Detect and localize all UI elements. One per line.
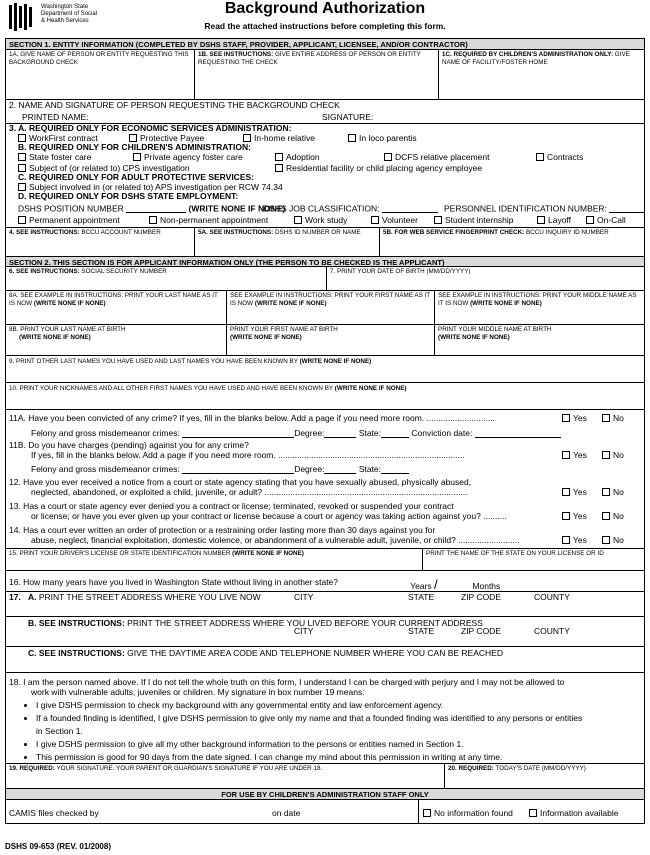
cb-adoption[interactable]: Adoption [275,152,320,162]
field-17a[interactable]: 17. A. PRINT THE STREET ADDRESS WHERE YOU LIVE NOW CITY STATE ZIP CODE COUNTY [6,592,644,617]
q13-no[interactable]: No [602,511,624,521]
cb-state-foster-care[interactable]: State foster care [18,152,91,162]
background-authorization-form [5,38,645,824]
q11a-no[interactable]: No [602,413,624,423]
cb-contracts[interactable]: Contracts [536,152,583,162]
page-subtitle: Read the attached instructions before completing this form. [204,21,446,31]
q12-no[interactable]: No [602,487,624,497]
q12-yes[interactable]: Yes [562,487,587,497]
field-1c[interactable]: 1C. REQUIRED BY CHILDREN'S ADMINISTRATION ONLY: GIVE NAME OF FACILITY/FOSTER HOME [438,50,644,99]
cb-protective-payee[interactable]: Protective Payee [129,133,204,143]
field-8a-last[interactable]: 8A. SEE EXAMPLE IN INSTRUCTIONS: PRINT YOUR LAST NAME AS IT IS NOW (WRITE NONE IF NONE) [9,292,218,307]
personnel-id-number[interactable]: PERSONNEL IDENTIFICATION NUMBER: [444,204,644,213]
row-8b [6,325,644,356]
cb-non-permanent[interactable]: Non-permanent appointment [149,215,268,225]
cb-permanent[interactable]: Permanent appointment [18,215,120,225]
cb-on-call[interactable]: On-Call [586,215,626,225]
q11b-yes[interactable]: Yes [562,450,587,460]
field-1b[interactable]: 1B. SEE INSTRUCTIONS: GIVE ENTIRE ADDRESS OF PERSON OR ENTITY REQUESTING THE CHECK [194,50,438,99]
admin-row [6,800,644,824]
cb-no-info-found[interactable]: No information found [418,800,513,824]
printed-name-field[interactable]: PRINTED NAME: [22,112,89,122]
field-9[interactable]: 9. PRINT OTHER LAST NAMES YOU HAVE USED AND LAST NAMES YOU HAVE BEEN KNOWN BY (WRITE NONE IF NONE) [6,356,644,383]
field-6-ssn[interactable]: 6. SEE INSTRUCTIONS: SOCIAL SECURITY NUMBER [9,268,167,275]
field-17c-phone[interactable]: C. SEE INSTRUCTIONS: GIVE THE DAYTIME AREA CODE AND TELEPHONE NUMBER WHERE YOU CAN BE REACHED [6,647,644,673]
field-19-signature[interactable]: 19. REQUIRED: YOUR SIGNATURE. YOUR PARENT OR GUARDIAN'S SIGNATURE IF YOU ARE UNDER 18. [9,765,323,772]
cb-info-available[interactable]: Information available [529,808,618,818]
row-3: 3. A. REQUIRED ONLY FOR ECONOMIC SERVICES ADMINISTRATION: WorkFirst contract Protective Payee In-home relative In loco parentis B. REQUIRED ONLY FOR CHILDREN'S ADMINISTRATION: State foster care Private agency foster care Adoption DCFS relative placement Contracts Subject of (or related to) CPS investigation Residential facility or child placing agency employee C. REQUIRED ONLY FOR ADULT PROTECTIVE SERVICES: Subject involved in (or related to) APS investigation per RCW 74.34 D. REQUIRED ONLY FOR DSHS STATE EMPLOYMENT: DSHS POSITION NUMBER (WRITE NONE IF NONE) DSHS JOB CLASSIFICATION: PERSONNEL IDENTIFICATION NUMBER: Permanent appointment Non-permanent appointment Work study Volunteer Student internship Layoff On-Call [6,124,644,228]
field-5a[interactable]: 5A. SEE INSTRUCTIONS: DSHS ID NUMBER OR NAME [194,228,379,256]
q11a-crimes-line[interactable]: Felony and gross misdemeanor crimes: Degree: State: Conviction date: [31,428,561,438]
row-4-5 [6,228,644,257]
years-field[interactable]: Years / Months [378,577,500,592]
cb-residential-facility[interactable]: Residential facility or child placing agency employee [275,163,482,173]
row-19-20 [6,764,644,789]
field-15-license-state[interactable]: PRINT THE NAME OF THE STATE ON YOUR LICENSE OR ID [422,549,644,570]
field-8b-first[interactable]: PRINT YOUR FIRST NAME AT BIRTH (WRITE NONE IF NONE) [226,325,434,355]
q13-yes[interactable]: Yes [562,511,587,521]
field-7-dob[interactable]: 7. PRINT YOUR DATE OF BIRTH (MM/DD/YYYY) [326,267,644,290]
section1-header: SECTION 1. ENTITY INFORMATION (COMPLETED BY DSHS STAFF, PROVIDER, APPLICANT, LICENSEE, AND/OR CONTRACTOR) [6,39,644,50]
cb-dcfs-relative[interactable]: DCFS relative placement [384,152,489,162]
field-10[interactable]: 10. PRINT YOUR NICKNAMES AND ALL OTHER FIRST NAMES YOU HAVE USED AND HAVE BEEN KNOWN BY (WRITE NONE IF NONE) [6,383,644,410]
cb-workfirst[interactable]: WorkFirst contract [18,133,98,143]
admin-header: FOR USE BY CHILDREN'S ADMINISTRATION STAFF ONLY [6,789,644,800]
field-8a-middle[interactable]: SEE EXAMPLE IN INSTRUCTIONS: PRINT YOUR MIDDLE NAME AS IT IS NOW (WRITE NONE IF NONE) [434,291,644,324]
q11a-yes[interactable]: Yes [562,413,587,423]
row-8a [6,291,644,325]
cb-aps-investigation[interactable]: Subject involved in (or related to) APS investigation per RCW 74.34 [18,182,283,192]
q14-yes[interactable]: Yes [562,535,587,545]
section2-header: SECTION 2. THIS SECTION IS FOR APPLICANT INFORMATION ONLY (THE PERSON TO BE CHECKED IS THE APPLICANT) [6,257,644,267]
q11b-no[interactable]: No [602,450,624,460]
row-16: 16. How many years have you lived in Washington State without living in another state? Years / Months [6,571,644,592]
camis-checked-by[interactable]: CAMIS files checked by [9,808,99,818]
row-15 [6,549,644,571]
field-8b-middle[interactable]: PRINT YOUR MIDDLE NAME AT BIRTH (WRITE NONE IF NONE) [434,325,644,355]
row-1 [6,50,644,100]
questions-11-14: 11A. Have you been convicted of any crime? If yes, fill in the blanks below. Add a page if you need more room. ............................. Yes No Felony and gross misdemeanor crimes: Degree: State: Conviction date: 11B. Do you have charges (pending) against you for any crime? If yes, fill in the blanks below. Add a page if you need more room. ............................................................................... Yes No Felony and gross misdemeanor crimes: Degree: State: 12. Have you ever received a notice from a court or state agency stating that you have sexually abused, physically abused, neglected, abandoned, or exploited a child, juvenile, or adult? ...................................................................................... Yes No 13. Has a court or state agency ever denied you a contract or license; terminated, revoked or suspended your contract or license; or have you ever given up your contract or license because a court or agency was taking action against you? .......... Yes No 14. Has a court ever written an order of protection or a restraining order lasting more than 30 days against you for abuse, neglect, financial exploitation, domestic violence, or abandonment of a vulnerable adult, juvenile, or child? .......................... Yes No [6,410,644,549]
signature-field[interactable]: SIGNATURE: [322,112,374,122]
cb-in-loco-parentis[interactable]: In loco parentis [348,133,417,143]
row-6-7 [6,267,644,291]
field-17b[interactable]: B. SEE INSTRUCTIONS: PRINT THE STREET ADDRESS WHERE YOU LIVED BEFORE YOUR CURRENT ADDRESS CITY STATE ZIP CODE COUNTY [6,617,644,647]
page-title: Background Authorization [224,0,426,17]
field-15-license[interactable]: 15. PRINT YOUR DRIVER'S LICENSE OR STATE IDENTIFICATION NUMBER (WRITE NONE IF NONE) [9,550,304,557]
field-4[interactable]: 4. SEE INSTRUCTIONS: BCCU ACCOUNT NUMBER [9,229,161,236]
form-number: DSHS 09-653 (REV. 01/2008) [5,842,111,851]
q14-no[interactable]: No [602,535,624,545]
cb-private-foster-care[interactable]: Private agency foster care [133,152,243,162]
row-2: 2. NAME AND SIGNATURE OF PERSON REQUESTING THE BACKGROUND CHECK PRINTED NAME: SIGNATURE: [6,100,644,124]
permission-list: • I give DSHS permission to check my background with any governmental entity and law enforcement agency. • If a founded finding is identified, I give DSHS permission to give only my name and that a founded finding was identified to any persons or entities in Section 1. • I give DSHS permission to give all my other background information to the persons or entities named in Section 1. • This permission is good for 90 days from the date signed. I can change my mind about this permission in writing at any time. [36,699,582,764]
cb-cps-investigation[interactable]: Subject of (or related to) CPS investigation [18,163,190,173]
field-8b-last[interactable]: 8B. PRINT YOUR LAST NAME AT BIRTH (WRITE NONE IF NONE) [9,326,126,341]
field-1a[interactable]: 1A. GIVE NAME OF PERSON OR ENTITY REQUESTING THIS BACKGROUND CHECK [9,51,189,66]
agency-name: Washington State Department of Social & Health Services [41,4,98,24]
cb-work-study[interactable]: Work study [294,215,347,225]
field-5b[interactable]: 5B. FOR WEB SERVICE FINGERPRINT CHECK: BCCU INQUIRY ID NUMBER [379,228,644,256]
field-18-statement: 18. I am the person named above. If I do not tell the whole truth on this form, I understand I can be charged with perjury and I may not be allowed to work with vulnerable adults, juveniles or children. My signature in box number 19 means: • I give DSHS permission to check my background with any governmental entity and law enforcement agency. • If a founded finding is identified, I give DSHS permission to give only my name and that a founded finding was identified to any persons or entities in Section 1. • I give DSHS permission to give all my other background information to the persons or entities named in Section 1. • This permission is good for 90 days from the date signed. I can change my mind about this permission in writing at any time. [6,673,644,764]
camis-date[interactable]: on date [272,808,301,818]
dshs-job-classification[interactable]: DSHS JOB CLASSIFICATION: [263,204,438,213]
field-8a-first[interactable]: SEE EXAMPLE IN INSTRUCTIONS: PRINT YOUR FIRST NAME AS IT IS NOW (WRITE NONE IF NONE) [226,291,434,324]
cb-volunteer[interactable]: Volunteer [371,215,418,225]
q11b-crimes-line[interactable]: Felony and gross misdemeanor crimes: Degree: State: [31,464,409,474]
field-20-date[interactable]: 20. REQUIRED: TODAY'S DATE (MM/DD/YYYY) [444,764,644,788]
cb-student-internship[interactable]: Student internship [434,215,514,225]
cb-in-home-relative[interactable]: In-home relative [243,133,315,143]
cb-layoff[interactable]: Layoff [537,215,571,225]
dshs-position-number[interactable]: DSHS POSITION NUMBER (WRITE NONE IF NONE) [18,203,286,214]
